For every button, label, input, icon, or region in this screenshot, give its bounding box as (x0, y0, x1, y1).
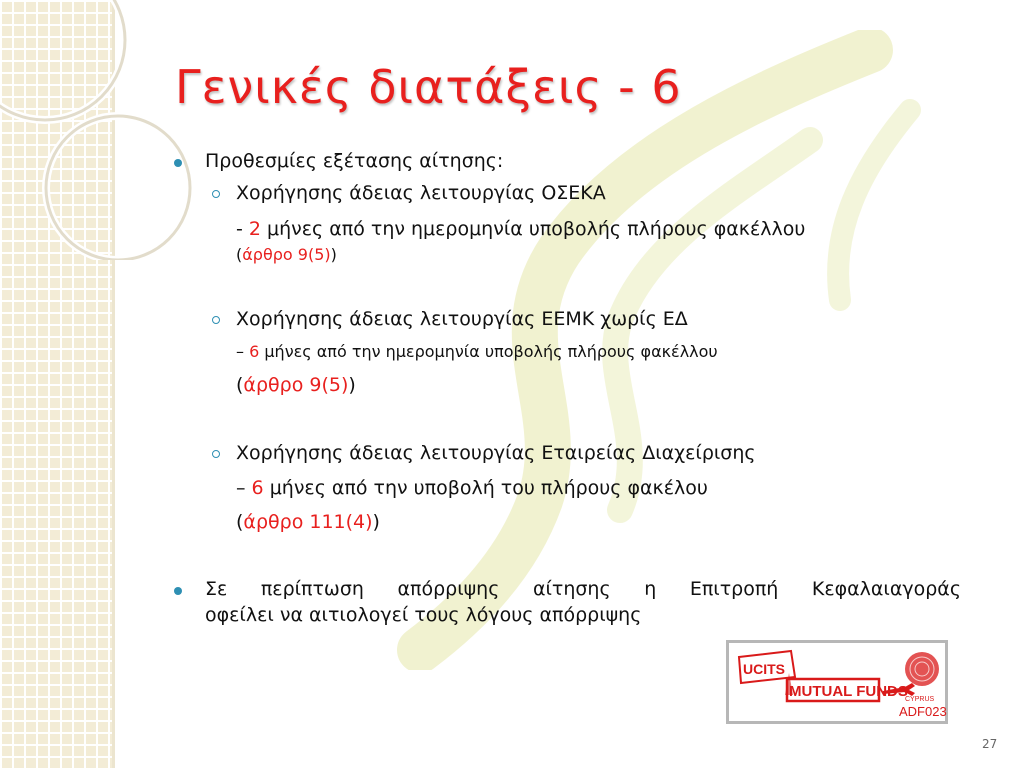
logo-ucits: UCITS (743, 661, 785, 677)
period-text: μήνες από την ημερομηνία υποβολής πλήρους φακέλλου (264, 342, 718, 361)
sub-item-period (236, 218, 805, 240)
months-value: 2 (248, 218, 261, 240)
months-value: 6 (251, 477, 264, 499)
sub-item-period (236, 477, 708, 499)
article-reference: (άρθρο 9(5)) (236, 374, 356, 396)
period-text: μήνες από την ημερομηνία υποβολής πλήρους φακέλλου (267, 218, 806, 240)
bullet-dot (174, 587, 182, 595)
sub-item-label: Χορήγησης άδειας λειτουργίας ΟΣΕΚΑ (236, 182, 606, 204)
bullet-rejection-line2: οφείλει να αιτιολογεί τους λόγους απόρριψης (205, 604, 642, 626)
period-text: μήνες από την υποβολή του πλήρους φακέλου (269, 477, 708, 499)
bullet-deadlines: Προθεσμίες εξέτασης αίτησης: (205, 150, 504, 172)
sub-item-label: Χορήγησης άδειας λειτουργίας Εταιρείας Διαχείρισης (236, 442, 756, 464)
page-number: 27 (982, 737, 998, 751)
article-reference: (άρθρο 111(4)) (236, 511, 380, 533)
dash: - (236, 218, 243, 240)
sub-bullet-ring (212, 316, 220, 324)
bullet-rejection-line1: Σε περίπτωση απόρριψης αίτησης η Επιτροπή Κεφαλαιαγοράς (205, 578, 961, 600)
bullet-dot (174, 159, 182, 167)
article-text: άρθρο 9(5) (243, 374, 349, 396)
logo-mutual-funds: MUTUAL FUNDS (789, 683, 908, 700)
sub-bullet-ring (212, 190, 220, 198)
months-value: 6 (249, 342, 260, 361)
logo-cyprus: CYPRUS (905, 696, 935, 703)
sub-item-period (236, 342, 718, 361)
dash: – (236, 342, 244, 361)
article-text: άρθρο 111(4) (243, 511, 373, 533)
slide-title: Γενικές διατάξεις - 6 (175, 60, 682, 114)
article-text: άρθρο 9(5) (242, 245, 331, 264)
dash: – (236, 477, 246, 499)
sub-bullet-ring (212, 450, 220, 458)
article-reference: (άρθρο 9(5)) (236, 245, 337, 264)
logo-code: ADF023 (899, 704, 947, 719)
ucits-mutual-funds-logo (726, 640, 948, 724)
sub-item-label: Χορήγησης άδειας λειτουργίας ΕΕΜΚ χωρίς ΕΔ (236, 308, 688, 330)
